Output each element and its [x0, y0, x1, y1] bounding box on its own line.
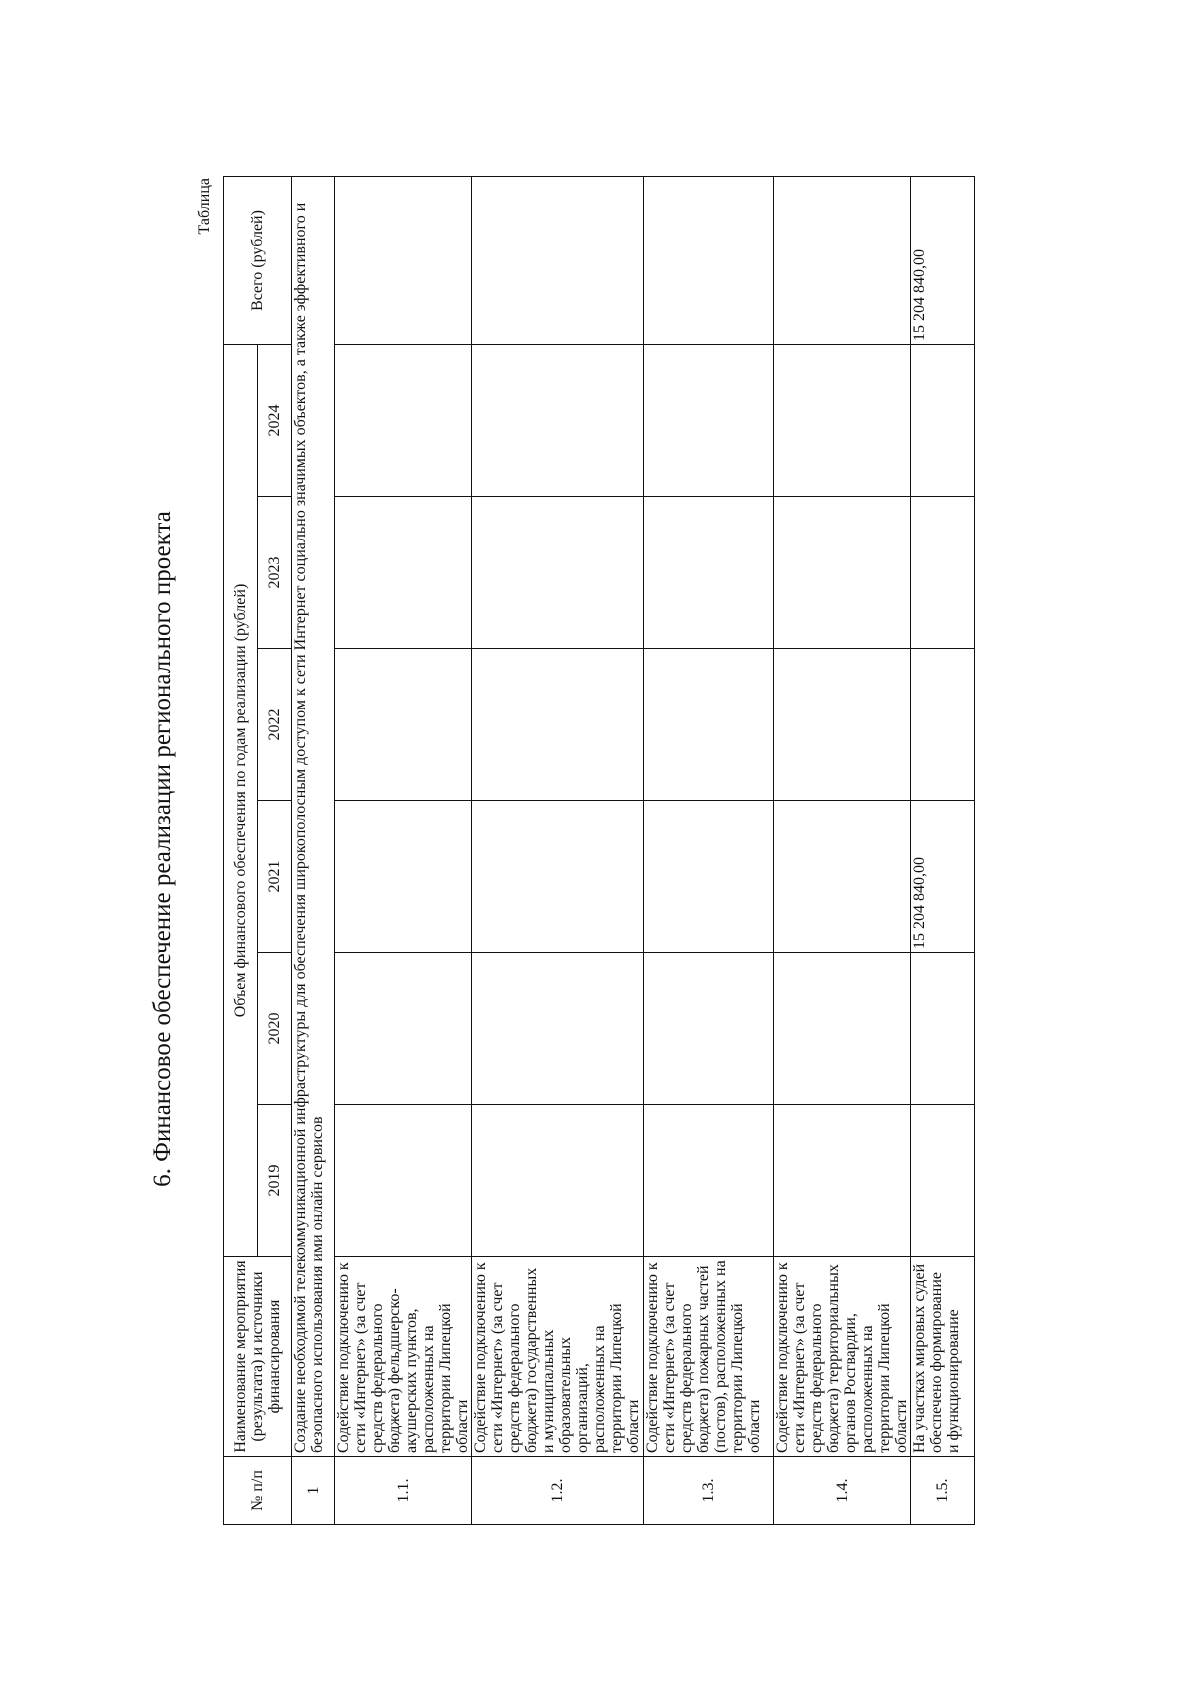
- section-num: 1: [292, 1457, 335, 1525]
- header-num: № п/п: [224, 1457, 292, 1525]
- row-value: [335, 649, 472, 801]
- row-value: [644, 1105, 774, 1257]
- financing-table: [223, 176, 975, 1525]
- row-value: [335, 953, 472, 1105]
- table-row: [911, 176, 975, 1524]
- header-volume: Объем финансового обеспечения по годам реализации (рублей): [224, 344, 258, 1256]
- row-num: 1.3.: [644, 1457, 774, 1525]
- row-value: [774, 497, 911, 649]
- row-value: [774, 344, 911, 496]
- page-title: 6. Финансовое обеспечение реализации регионального проекта: [149, 511, 176, 1187]
- row-name: Содействие подключению к сети «Интернет» (за счет средств федерального бюджета) территориальных органов Росгвардии, расположенных на территории Липецкой области: [774, 1257, 911, 1457]
- row-value: [335, 801, 472, 953]
- row-value: [911, 497, 975, 649]
- row-value: [472, 344, 644, 496]
- header-total: Всего (рублей): [224, 176, 292, 344]
- row-value: [472, 953, 644, 1105]
- table-row: [472, 176, 644, 1524]
- table-row: [335, 176, 472, 1524]
- row-total: [774, 176, 911, 344]
- row-value: [472, 649, 644, 801]
- header-year: 2024: [258, 344, 292, 496]
- row-value: [335, 1105, 472, 1257]
- section-text: Создание необходимой телекоммуникационной инфраструктуры для обеспечения широкополосным доступом к сети Интернет социально значимых объектов, а также эффективного и безопасного использования ими онлайн сервисов: [292, 176, 335, 1456]
- row-num: 1.1.: [335, 1457, 472, 1525]
- row-value: [644, 344, 774, 496]
- row-value: [472, 801, 644, 953]
- table-row: [644, 176, 774, 1524]
- row-value: [774, 649, 911, 801]
- header-year: 2021: [258, 801, 292, 953]
- header-year: 2020: [258, 953, 292, 1105]
- row-name: Содействие подключению к сети «Интернет» (за счет средств федерального бюджета) государственных и муниципальных образовательных организаций, расположенных на территории Липецкой области: [472, 1257, 644, 1457]
- row-num: 1.5.: [911, 1457, 975, 1525]
- row-value: [472, 1105, 644, 1257]
- header-row: [224, 176, 258, 1524]
- row-value: [911, 344, 975, 496]
- row-value: [911, 649, 975, 801]
- row-total: [335, 176, 472, 344]
- header-year: 2022: [258, 649, 292, 801]
- row-value: [335, 344, 472, 496]
- header-year: 2019: [258, 1105, 292, 1257]
- row-name: Содействие подключению к сети «Интернет» (за счет средств федерального бюджета) пожарных частей (постов), расположенных на территории Липецкой области: [644, 1257, 774, 1457]
- row-total: [644, 176, 774, 344]
- row-value: [472, 497, 644, 649]
- row-value: [774, 801, 911, 953]
- row-num: 1.2.: [472, 1457, 644, 1525]
- row-total: 15 204 840,00: [911, 176, 975, 344]
- header-year: 2023: [258, 497, 292, 649]
- row-total: [472, 176, 644, 344]
- row-value: [644, 497, 774, 649]
- section-row: [292, 176, 335, 1524]
- row-value: [644, 801, 774, 953]
- row-name: Содействие подключению к сети «Интернет» (за счет средств федерального бюджета) фельдшерско-акушерских пунктов, расположенных на территории Липецкой области: [335, 1257, 472, 1457]
- row-value: [911, 953, 975, 1105]
- row-value: [774, 953, 911, 1105]
- row-num: 1.4.: [774, 1457, 911, 1525]
- row-value: [774, 1105, 911, 1257]
- row-value: 15 204 840,00: [911, 801, 975, 953]
- row-value: [335, 497, 472, 649]
- row-name: На участках мировых судей обеспечено формирование и функционирование: [911, 1257, 975, 1457]
- table-row: [774, 176, 911, 1524]
- row-value: [644, 953, 774, 1105]
- row-value: [644, 649, 774, 801]
- header-name: Наименование мероприятия (результата) и источники финансирования: [224, 1257, 292, 1457]
- table-caption: Таблица: [196, 178, 213, 235]
- row-value: [911, 1105, 975, 1257]
